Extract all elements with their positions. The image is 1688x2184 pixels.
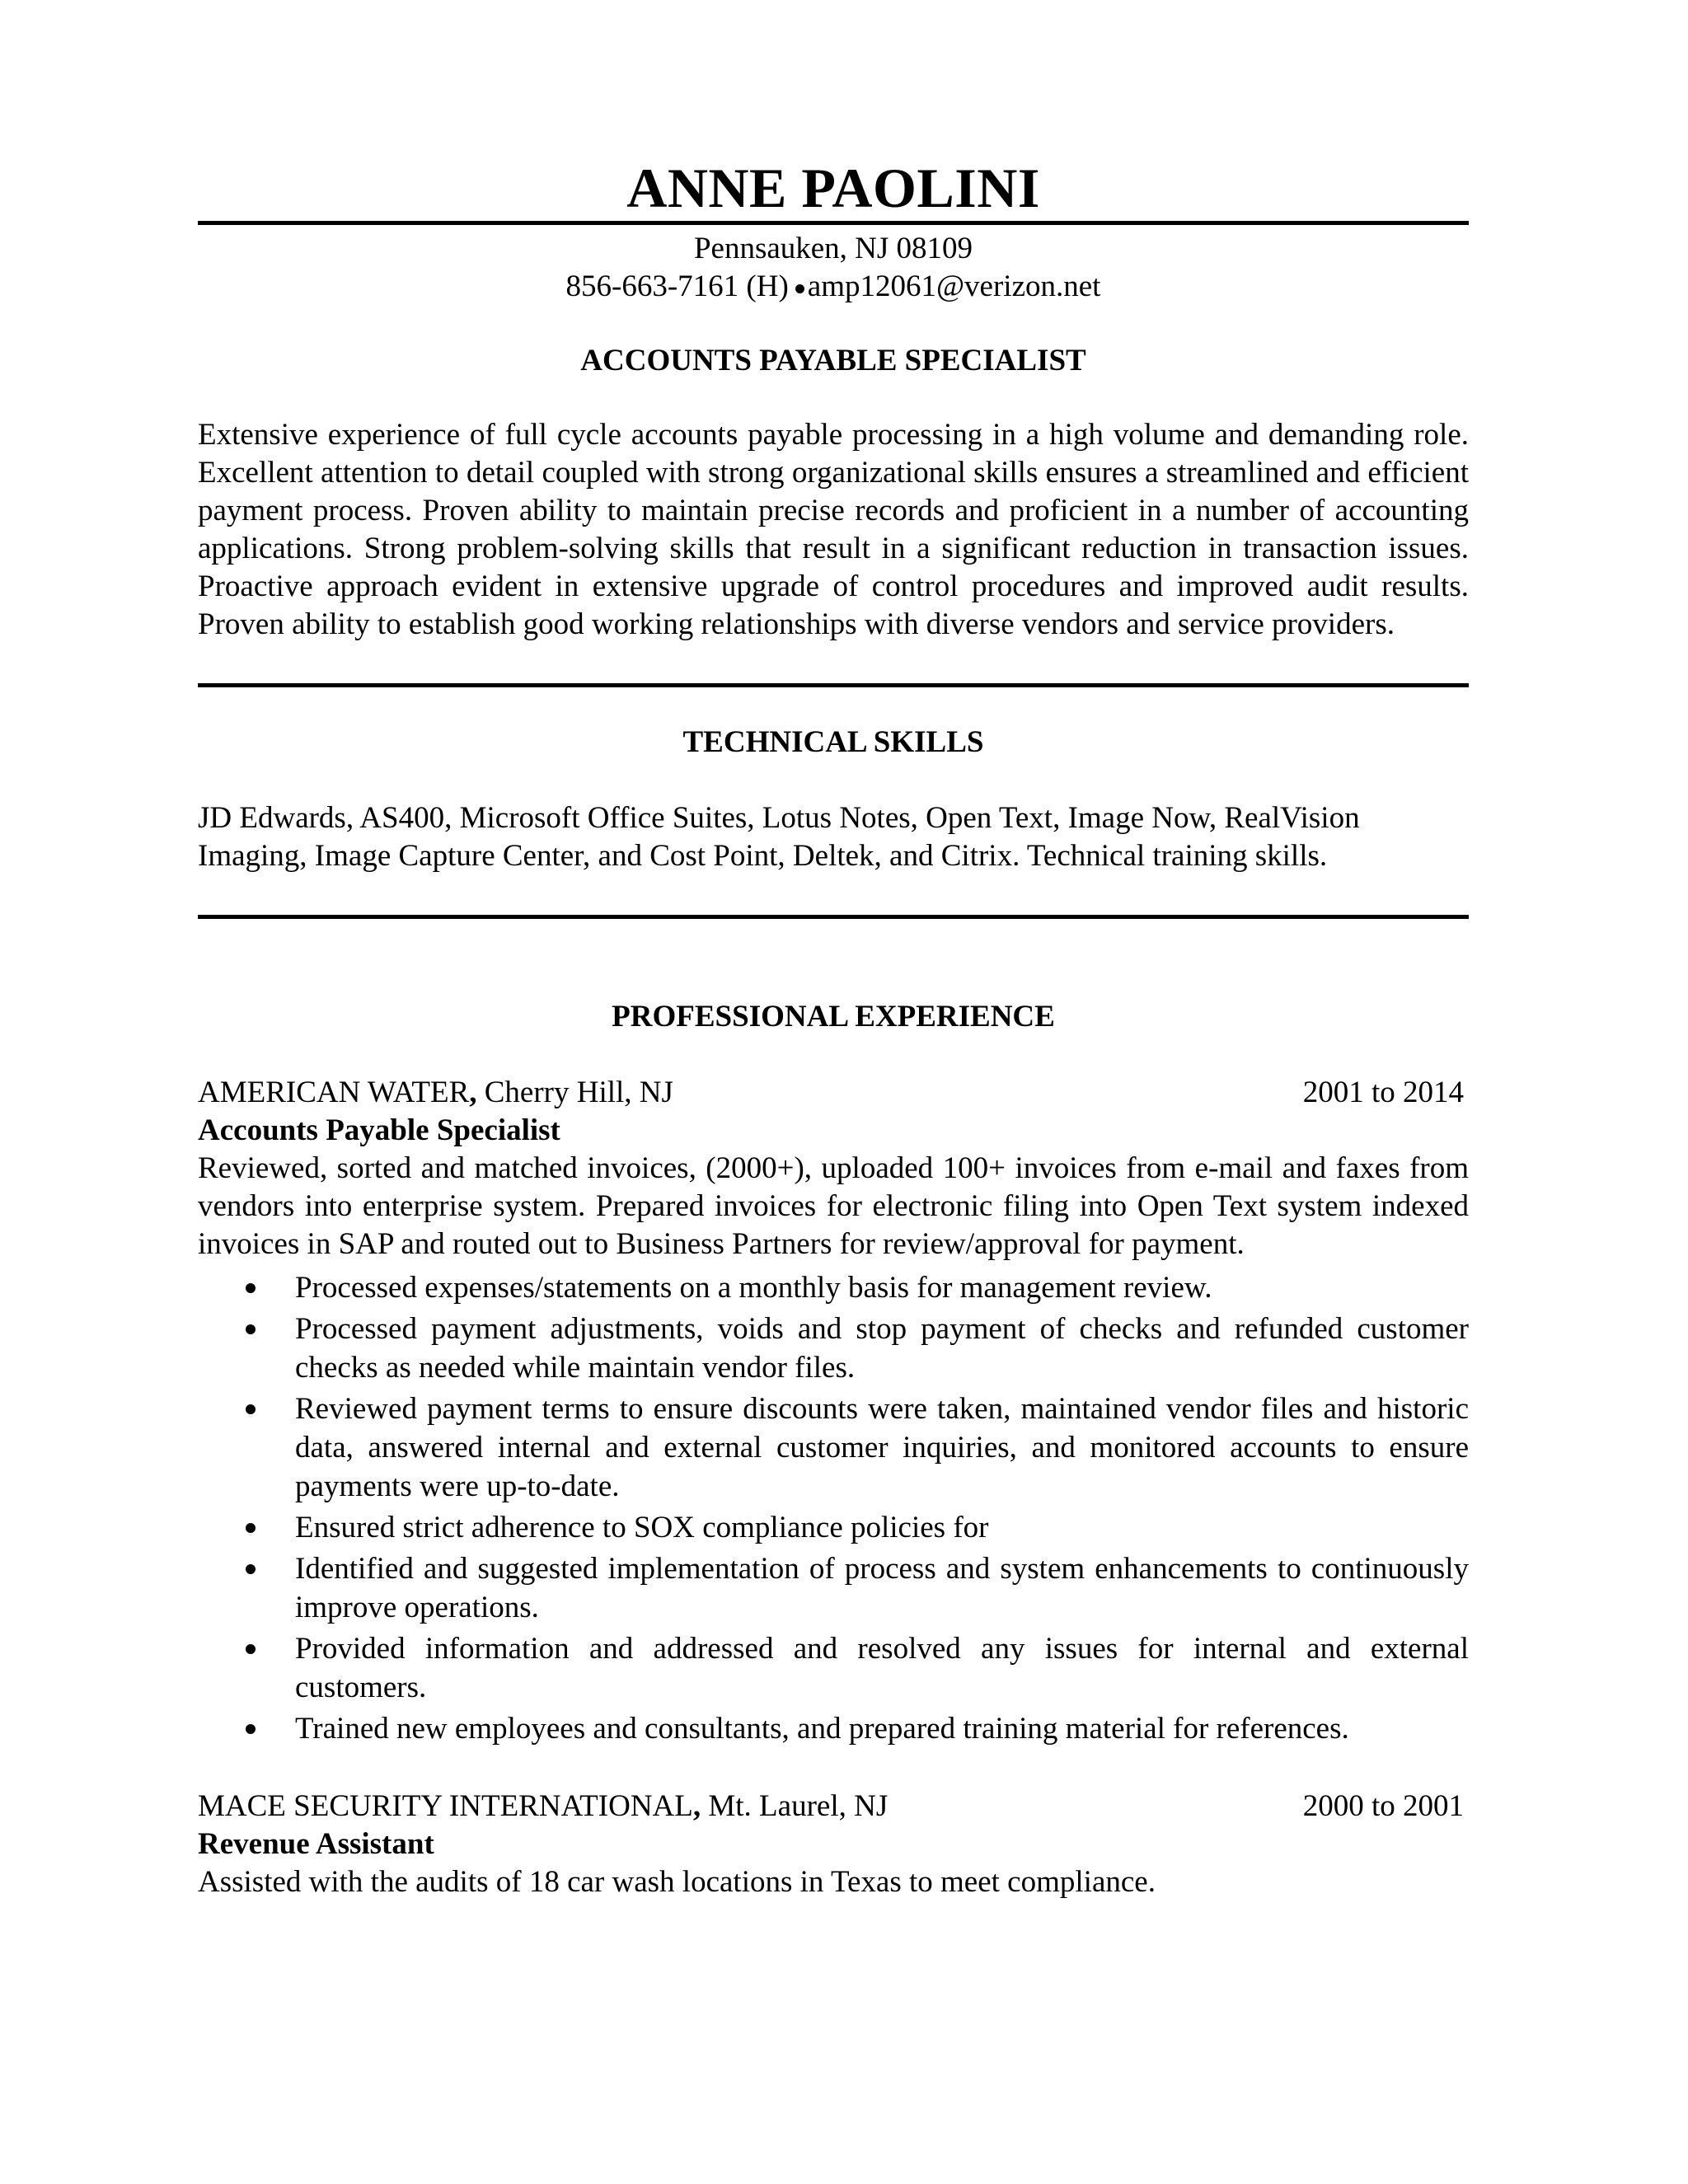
separator-bullet-icon — [795, 284, 804, 293]
job-bullet-list — [198, 1268, 1469, 1748]
objective-title: ACCOUNTS PAYABLE SPECIALIST — [580, 344, 1086, 377]
list-item-text: Reviewed payment terms to ensure discounts were taken, maintained vendor files and historic data, answered internal and external customer inquiries, and monitored accounts to ensure payments were up-to-date. — [295, 1392, 1469, 1503]
bullet-icon — [246, 1324, 256, 1334]
bullet-icon — [246, 1724, 256, 1734]
list-item — [198, 1310, 1469, 1387]
list-item-text: Provided information and addressed and resolved any issues for internal and external customers. — [295, 1632, 1469, 1704]
job-title: Revenue Assistant — [198, 1827, 434, 1861]
list-item — [198, 1549, 1469, 1627]
job-organization: AMERICAN WATER, Cherry Hill, NJ — [198, 1076, 673, 1109]
bullet-icon — [246, 1283, 256, 1293]
experience-title: PROFESSIONAL EXPERIENCE — [612, 1000, 1055, 1033]
list-item — [198, 1508, 1469, 1547]
company-location: Mt. Laurel, NJ — [701, 1789, 889, 1823]
bullet-icon — [246, 1564, 256, 1574]
list-item — [198, 1629, 1469, 1707]
list-item-text: Identified and suggested implementation of process and system enhancements to continuously improve operations. — [295, 1552, 1469, 1624]
candidate-name: ANNE PAOLINI — [626, 157, 1040, 219]
job-entry — [198, 1788, 1469, 1901]
skills-paragraph: JD Edwards, AS400, Microsoft Office Suites, Lotus Notes, Open Text, Image Now, RealVision Imaging, Image Capture Center, and Cost Point, Deltek, and Citrix. Technical training skills. — [198, 801, 1360, 873]
email-address: amp12061@verizon.net — [807, 269, 1101, 303]
job-entry — [198, 1074, 1469, 1748]
bullet-icon — [246, 1644, 256, 1654]
job-header — [198, 1788, 1469, 1825]
phone-number: 856-663-7161 (H) — [565, 269, 789, 303]
company-name: AMERICAN WATER — [198, 1076, 470, 1109]
section-divider — [198, 683, 1469, 687]
header-divider — [198, 221, 1469, 225]
job-header — [198, 1074, 1469, 1112]
summary-paragraph: Extensive experience of full cycle accounts payable processing in a high volume and demanding role. Excellent attention to detail coupled with strong organizational skills ensures a streamlined and efficient payment process. Proven ability to maintain precise records and proficient in a number of accounting applications. Strong problem-solving skills that result in a significant reduction in transaction issues. Proactive approach evident in extensive upgrade of control procedures and improved audit results. Proven ability to establish good working relationships with diverse vendors and service providers. — [198, 418, 1469, 641]
company-name: MACE SECURITY INTERNATIONAL — [198, 1789, 693, 1823]
resume-page — [198, 157, 1469, 1901]
job-description: Assisted with the audits of 18 car wash locations in Texas to meet compliance. — [198, 1865, 1156, 1899]
section-divider — [198, 915, 1469, 919]
list-item-text: Trained new employees and consultants, and prepared training material for references. — [295, 1712, 1349, 1746]
list-item-text: Processed expenses/statements on a monthly basis for management review. — [295, 1271, 1212, 1305]
job-title: Accounts Payable Specialist — [198, 1113, 560, 1147]
job-organization: MACE SECURITY INTERNATIONAL, Mt. Laurel, NJ — [198, 1789, 889, 1823]
list-item-text: Ensured strict adherence to SOX compliance policies for — [295, 1511, 989, 1544]
job-description: Reviewed, sorted and matched invoices, (2000+), uploaded 100+ invoices from e-mail and faxes from vendors into enterprise system. Prepared invoices for electronic filing into Open Text system indexed invoices in SAP and routed out to Business Partners for review/approval for payment. — [198, 1151, 1469, 1261]
list-item-text: Processed payment adjustments, voids and stop payment of checks and refunded customer checks as needed while maintain vendor files. — [295, 1312, 1469, 1385]
company-location: Cherry Hill, NJ — [476, 1076, 673, 1109]
list-item — [198, 1268, 1469, 1307]
contact-line — [198, 268, 1469, 306]
bullet-icon — [246, 1523, 256, 1533]
skills-title: TECHNICAL SKILLS — [682, 725, 984, 759]
job-dates: 2000 to 2001 — [1302, 1789, 1464, 1823]
address-line: Pennsauken, NJ 08109 — [693, 232, 973, 265]
list-item — [198, 1390, 1469, 1506]
list-item — [198, 1709, 1469, 1748]
job-dates: 2001 to 2014 — [1302, 1076, 1464, 1109]
bullet-icon — [246, 1404, 256, 1414]
